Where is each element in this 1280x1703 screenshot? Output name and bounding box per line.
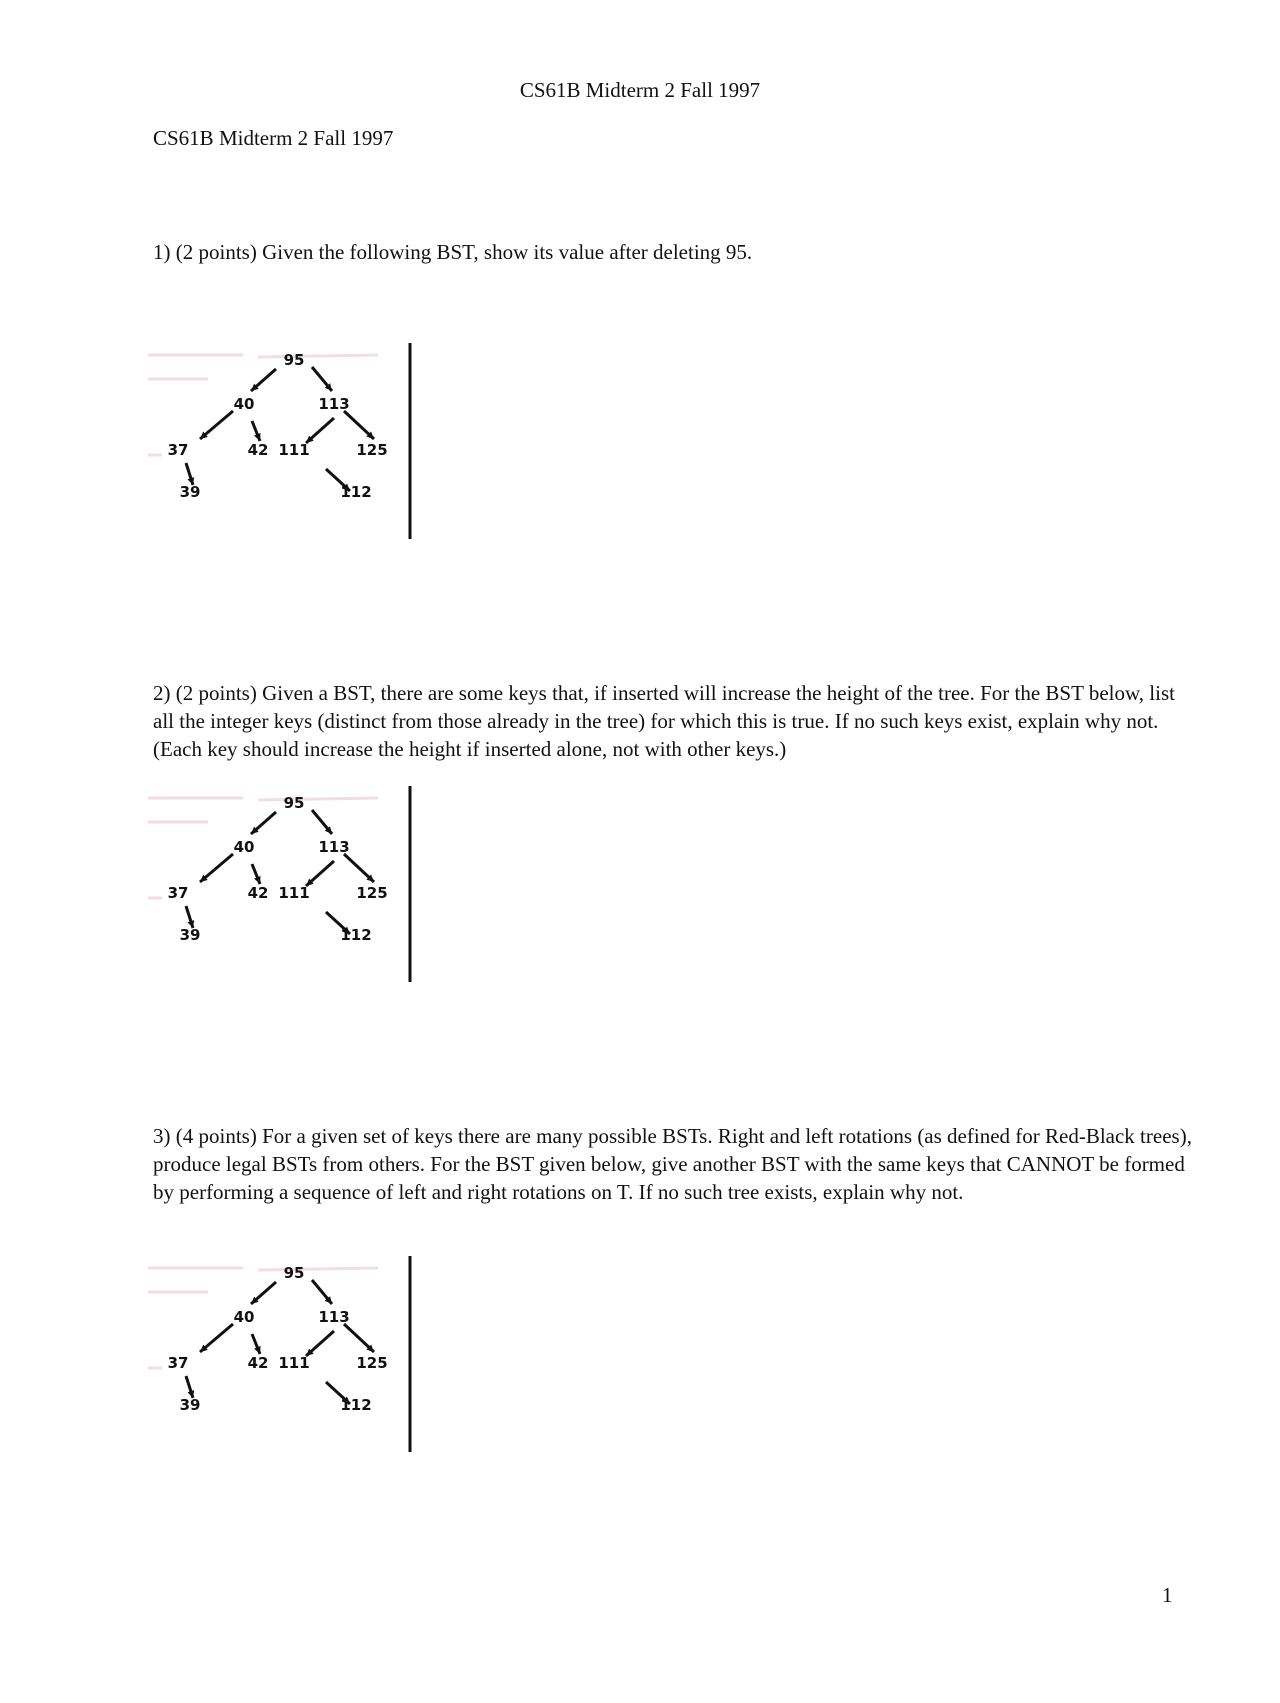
tree-node-label: 42	[247, 884, 269, 902]
tree-node-label: 95	[283, 351, 305, 369]
tree-node-label: 113	[318, 395, 350, 413]
tree-node-label: 40	[233, 1308, 255, 1326]
tree-node-label: 37	[167, 1354, 189, 1372]
bst-diagram-1	[148, 343, 418, 543]
page-number: 1	[1162, 1583, 1173, 1607]
tree-node-label: 113	[318, 838, 350, 856]
tree-node-label: 37	[167, 441, 189, 459]
tree-node-label: 125	[356, 884, 388, 902]
scan-artifact	[258, 798, 378, 800]
tree-node-label: 112	[340, 926, 372, 944]
bst-svg	[148, 343, 418, 543]
tree-node-label: 39	[179, 1396, 201, 1414]
tree-node-label: 42	[247, 1354, 269, 1372]
tree-node-label: 39	[179, 483, 201, 501]
running-header: CS61B Midterm 2 Fall 1997	[519, 78, 761, 102]
tree-node-label: 40	[233, 838, 255, 856]
tree-node-label: 111	[278, 884, 310, 902]
tree-node-label: 39	[179, 926, 201, 944]
bst-svg	[148, 786, 418, 986]
document-title: CS61B Midterm 2 Fall 1997	[153, 126, 394, 150]
tree-node-label: 40	[233, 395, 255, 413]
tree-node-label: 95	[283, 1264, 305, 1282]
tree-node-label: 37	[167, 884, 189, 902]
tree-node-label: 113	[318, 1308, 350, 1326]
bst-diagram-2	[148, 786, 418, 986]
tree-node-label: 95	[283, 794, 305, 812]
question-1-text: 1) (2 points) Given the following BST, show its value after deleting 95.	[153, 240, 753, 264]
tree-node-label: 111	[278, 441, 310, 459]
tree-node-label: 42	[247, 441, 269, 459]
tree-node-label: 112	[340, 1396, 372, 1414]
question-3-text: 3) (4 points) For a given set of keys there are many possible BSTs. Right and left rotations (as defined for Red-Black trees), produce legal BSTs from others. For the BST given below, give another BST with the same keys that CANNOT be formed by performing a sequence of left and right rotations on T. If no such tree exists, explain why not.	[153, 1124, 1192, 1204]
bst-diagram-3	[148, 1256, 418, 1456]
scan-artifact	[258, 1268, 378, 1270]
tree-node-label: 125	[356, 1354, 388, 1372]
tree-node-label: 111	[278, 1354, 310, 1372]
scan-artifact	[258, 355, 378, 357]
tree-node-label: 112	[340, 483, 372, 501]
bst-svg	[148, 1256, 418, 1456]
tree-node-label: 125	[356, 441, 388, 459]
question-2-text: 2) (2 points) Given a BST, there are some keys that, if inserted will increase the height of the tree. For the BST below, list all the integer keys (distinct from those already in the tree) for which this is true. If no such keys exist, explain why not. (Each key should increase the height if inserted alone, not with other keys.)	[153, 681, 1175, 761]
